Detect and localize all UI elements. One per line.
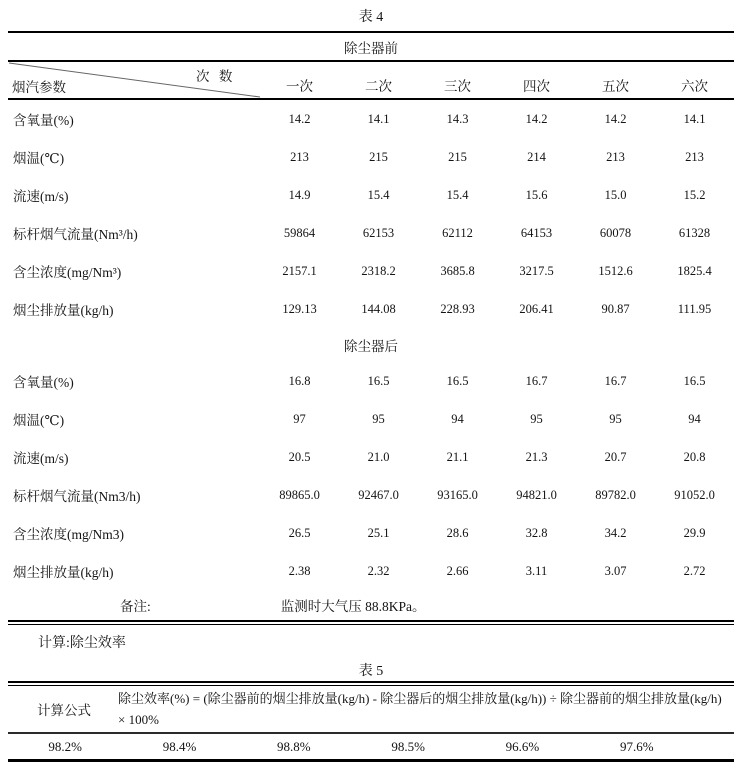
table-row: [8, 438, 734, 476]
row-label: 标杆烟气流量(Nm³/h): [13, 227, 138, 242]
cell-value: 20.5: [288, 449, 311, 464]
table-row: [8, 362, 734, 400]
cell-value: 2157.1: [282, 263, 317, 278]
cell-value: 21.3: [525, 449, 548, 464]
cell-value: 59864: [283, 225, 316, 240]
table-row: [8, 400, 734, 438]
cell-value: 228.93: [440, 301, 475, 316]
cell-value: 92467.0: [358, 487, 399, 502]
cell-value: 95: [372, 411, 385, 426]
cell-value: 129.13: [282, 301, 317, 316]
cell-value: 94: [451, 411, 464, 426]
row-label: 烟尘排放量(kg/h): [13, 303, 114, 318]
table-row: [8, 552, 734, 590]
cell-value: 1512.6: [598, 263, 633, 278]
column-header-2: 二次: [365, 78, 392, 94]
cell-value: 213: [685, 149, 704, 164]
cell-value: 2.72: [683, 563, 706, 578]
row-label: 含氧量(%): [13, 375, 74, 390]
column-header-5: 五次: [602, 78, 629, 94]
results-row: [8, 734, 734, 759]
corner-label-bottom: 烟汽参数: [12, 80, 66, 95]
cell-value: 14.9: [288, 187, 311, 202]
row-label: 流速(m/s): [13, 189, 69, 204]
remark-label: 备注:: [120, 599, 151, 614]
cell-value: 93165.0: [437, 487, 478, 502]
cell-value: 3685.8: [440, 263, 475, 278]
cell-value: 3217.5: [519, 263, 554, 278]
row-label: 含尘浓度(mg/Nm³): [13, 265, 122, 280]
cell-value: 60078: [599, 225, 632, 240]
cell-value: 15.4: [446, 187, 469, 202]
corner-label-top: 次 数: [196, 69, 236, 84]
cell-value: 111.95: [677, 301, 712, 316]
cell-value: 2.38: [288, 563, 311, 578]
table-row: [8, 514, 734, 552]
cell-value: 16.7: [604, 373, 627, 388]
cell-value: 214: [527, 149, 546, 164]
cell-value: 34.2: [604, 525, 627, 540]
row-label: 烟尘排放量(kg/h): [13, 565, 114, 580]
table-row: [8, 290, 734, 328]
formula-label: 计算公式: [37, 703, 91, 718]
cell-value: 94: [688, 411, 701, 426]
formula-text: 除尘效率(%) = (除尘器前的烟尘排放量(kg/h) - 除尘器后的烟尘排放量(kg/h)) ÷ 除尘器前的烟尘排放量(kg/h) × 100%: [118, 691, 722, 727]
cell-value: 32.8: [525, 525, 548, 540]
cell-value: 16.8: [288, 373, 311, 388]
cell-value: 26.5: [288, 525, 311, 540]
cell-value: 21.0: [367, 449, 390, 464]
table4-title: 表 4: [358, 10, 384, 25]
cell-value: 25.1: [367, 525, 390, 540]
row-label: 标杆烟气流量(Nm3/h): [13, 489, 141, 504]
table5-title: 表 5: [358, 664, 384, 679]
efficiency-value: 98.8%: [277, 738, 311, 754]
table-row: [8, 214, 734, 252]
cell-value: 2.32: [367, 563, 390, 578]
cell-value: 215: [369, 149, 388, 164]
cell-value: 15.2: [683, 187, 706, 202]
table-row: [8, 100, 734, 138]
efficiency-value: 97.6%: [620, 738, 654, 754]
cell-value: 15.6: [525, 187, 548, 202]
remark-row: [8, 590, 734, 620]
cell-value: 90.87: [601, 301, 630, 316]
cell-value: 16.5: [367, 373, 390, 388]
cell-value: 2.66: [446, 563, 469, 578]
cell-value: 94821.0: [516, 487, 557, 502]
remark-value: 监测时大气压 88.8KPa。: [280, 599, 426, 614]
cell-value: 144.08: [361, 301, 396, 316]
cell-value: 213: [606, 149, 625, 164]
cell-value: 29.9: [683, 525, 706, 540]
cell-value: 95: [530, 411, 543, 426]
section-header-after: 除尘器后: [344, 339, 398, 354]
table-row: [8, 138, 734, 176]
efficiency-value: 96.6%: [505, 738, 540, 754]
cell-value: 14.3: [446, 111, 469, 126]
cell-value: 64153: [520, 225, 553, 240]
column-header-4: 四次: [523, 78, 550, 94]
row-label: 烟温(℃): [13, 413, 65, 428]
cell-value: 213: [290, 149, 309, 164]
table5-bottom-rule: [8, 759, 734, 762]
table-row: [8, 476, 734, 514]
cell-value: 62112: [442, 225, 473, 240]
cell-value: 15.4: [367, 187, 390, 202]
cell-value: 215: [448, 149, 467, 164]
cell-value: 14.1: [367, 111, 390, 126]
cell-value: 15.0: [604, 187, 627, 202]
column-header-1: 一次: [286, 78, 313, 94]
calc-heading: 计算:除尘效率: [38, 636, 126, 651]
section-header-before: 除尘器前: [344, 40, 398, 56]
cell-value: 14.2: [288, 111, 311, 126]
cell-value: 2318.2: [361, 263, 396, 278]
formula-row: [8, 686, 734, 732]
cell-value: 97: [293, 411, 306, 426]
cell-value: 20.8: [683, 449, 706, 464]
cell-value: 206.41: [519, 301, 554, 316]
cell-value: 14.2: [604, 111, 627, 126]
cell-value: 91052.0: [674, 487, 715, 502]
cell-value: 16.5: [446, 373, 469, 388]
cell-value: 95: [609, 411, 622, 426]
cell-value: 62153: [362, 225, 395, 240]
cell-value: 28.6: [446, 525, 469, 540]
cell-value: 14.2: [525, 111, 548, 126]
cell-value: 89782.0: [595, 487, 636, 502]
efficiency-value: 98.2%: [48, 738, 82, 754]
column-header-6: 六次: [681, 78, 708, 94]
row-label: 含尘浓度(mg/Nm3): [13, 527, 124, 542]
efficiency-value: 98.4%: [162, 738, 197, 754]
cell-value: 21.1: [446, 449, 469, 464]
table-row: [8, 252, 734, 290]
column-header-3: 三次: [444, 78, 471, 94]
cell-value: 61328: [678, 225, 711, 240]
cell-value: 16.5: [683, 373, 706, 388]
column-headers: [260, 62, 734, 98]
cell-value: 89865.0: [279, 487, 320, 502]
efficiency-value: 98.5%: [391, 738, 425, 754]
row-label: 烟温(℃): [13, 151, 65, 166]
cell-value: 1825.4: [677, 263, 712, 278]
cell-value: 3.07: [604, 563, 627, 578]
cell-value: 20.7: [604, 449, 627, 464]
row-label: 含氧量(%): [13, 113, 74, 128]
cell-value: 16.7: [525, 373, 548, 388]
row-label: 流速(m/s): [13, 451, 69, 466]
table4-header-row: [8, 62, 734, 98]
cell-value: 3.11: [525, 563, 548, 578]
table-row: [8, 176, 734, 214]
cell-value: 14.1: [683, 111, 706, 126]
